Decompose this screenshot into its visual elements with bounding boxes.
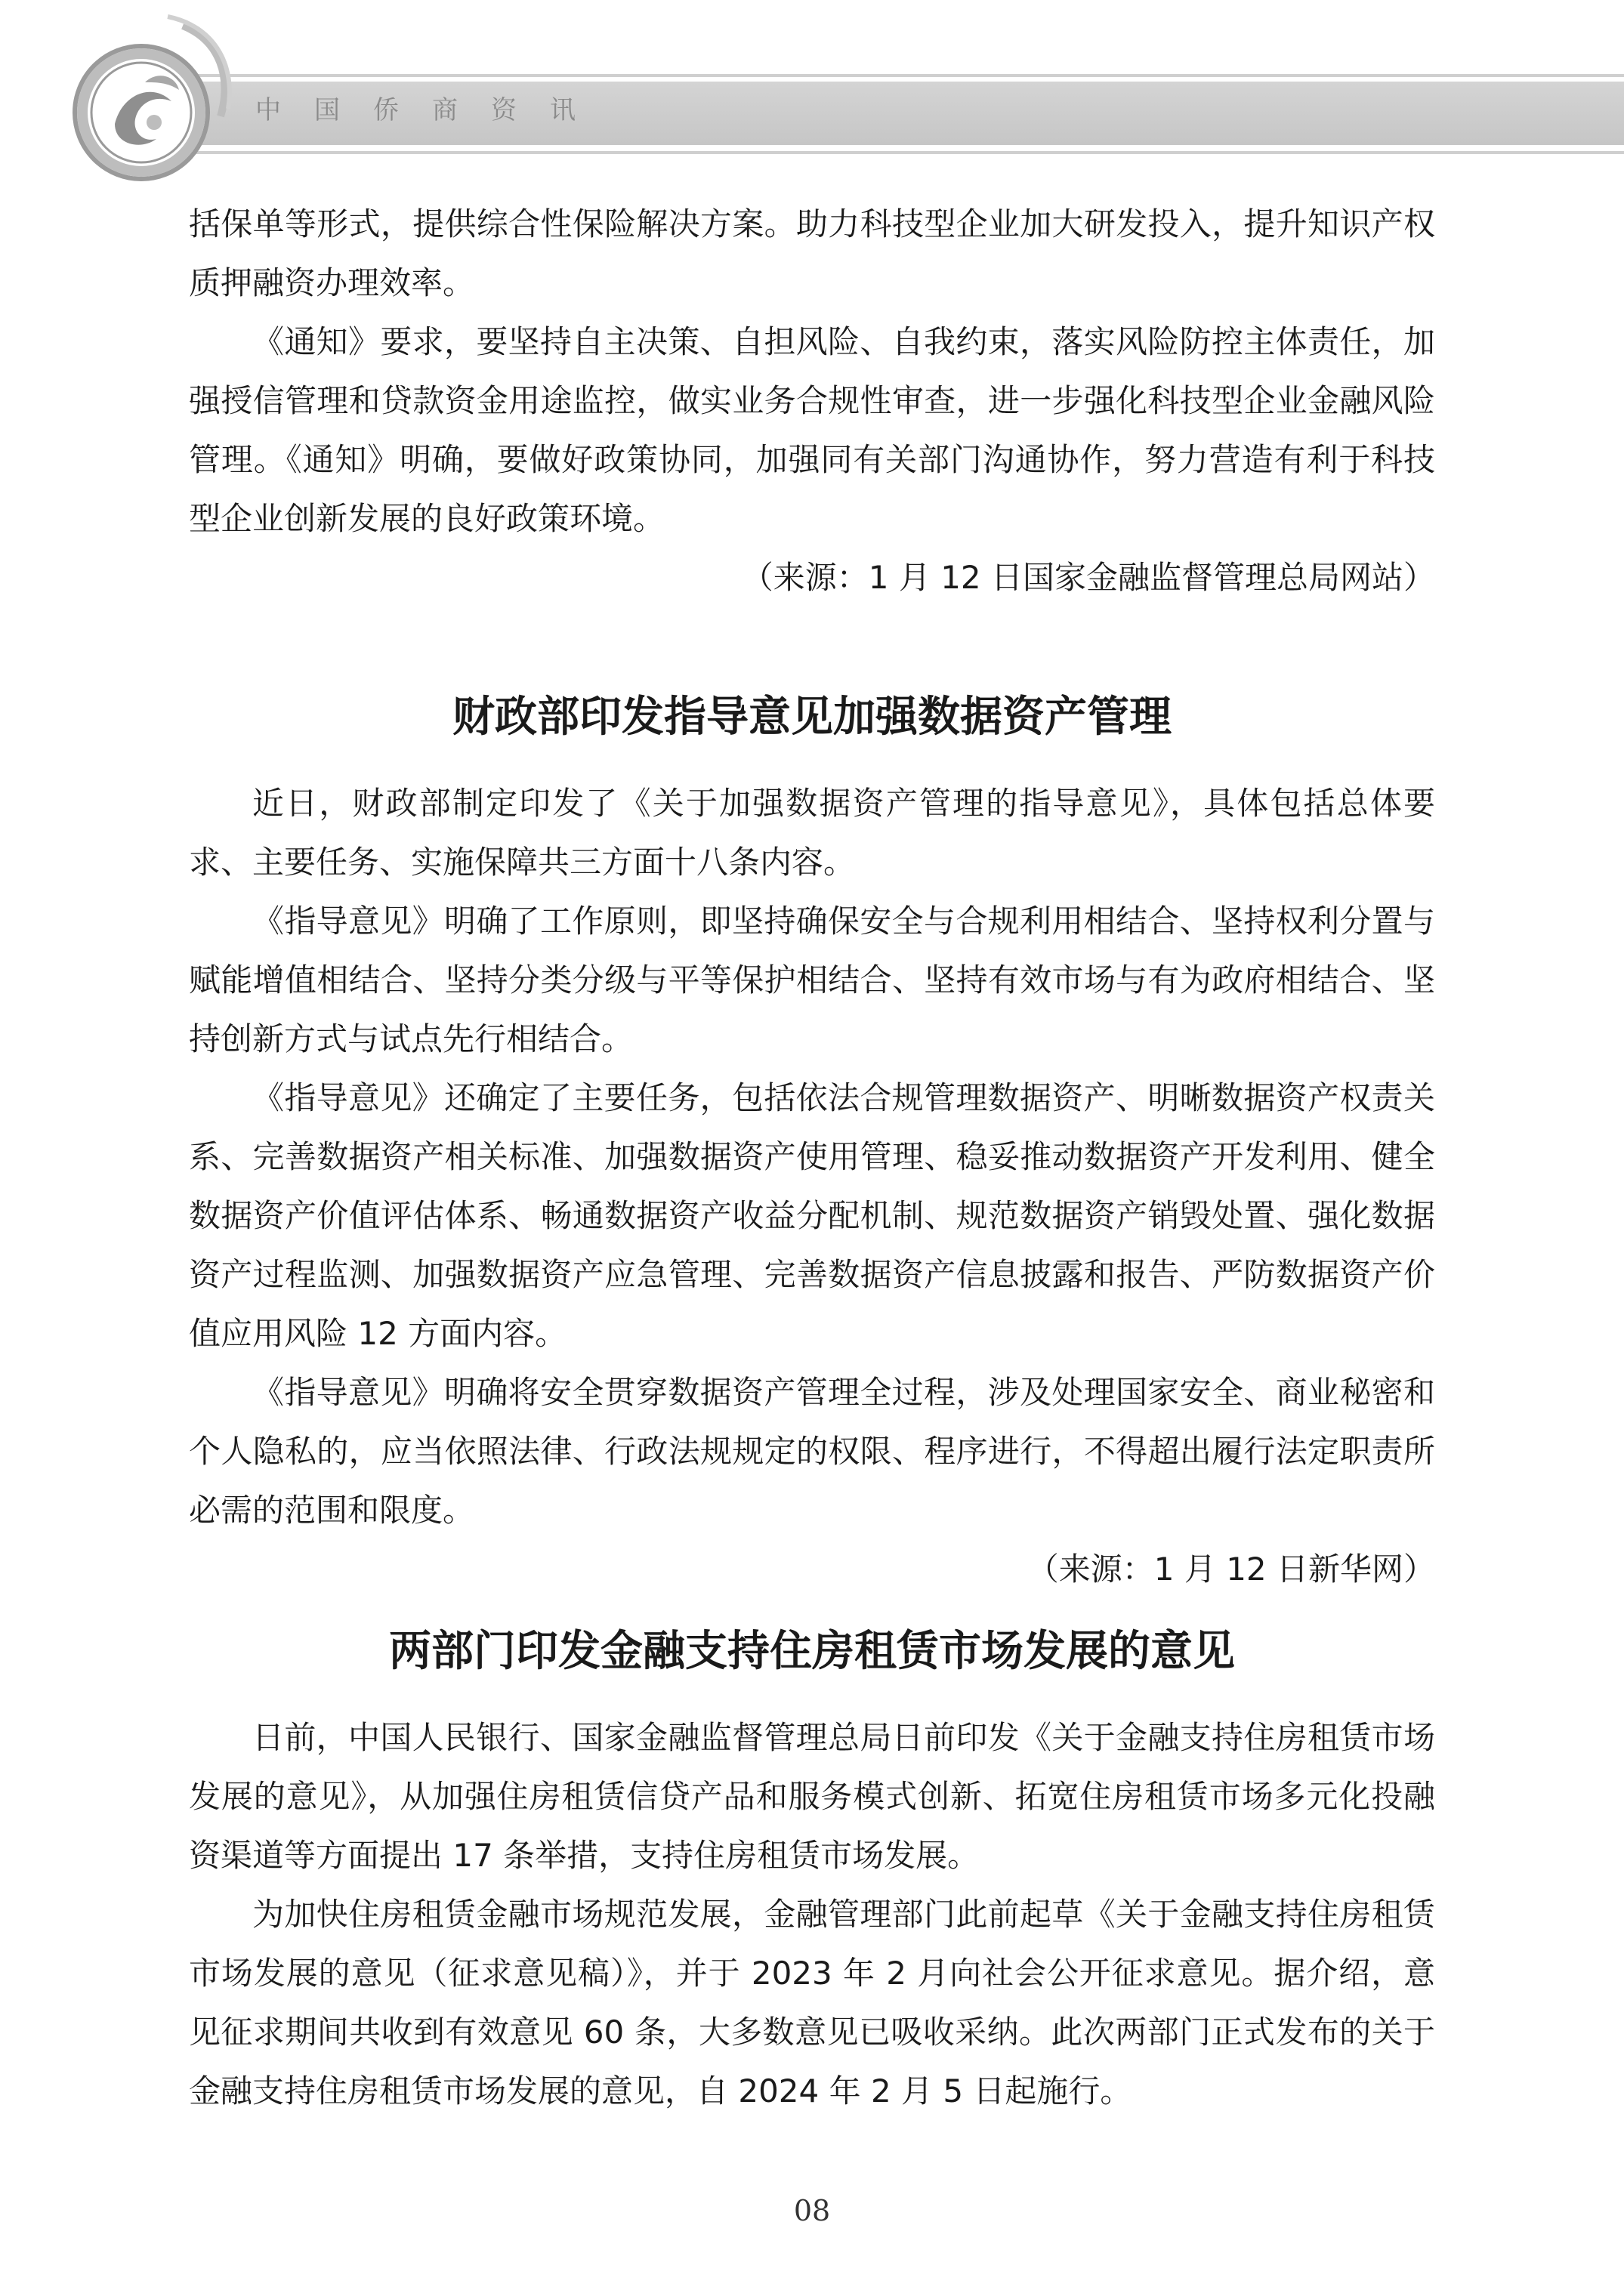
article-data-assets-body (189, 774, 1435, 1599)
article-title: 两部门印发金融支持住房租赁市场发展的意见 (389, 1627, 1235, 1676)
paragraph: 近日，财政部制定印发了《关于加强数据资产管理的指导意见》，具体包括总体要求、主要任务、实施保障共三方面十八条内容。 (189, 785, 1435, 881)
article-housing-rental-body (189, 1708, 1435, 2121)
article-housing-rental (189, 1618, 1435, 1678)
paragraph: 括保单等形式，提供综合性保险解决方案。助力科技型企业加大研发投入，提升知识产权质押融资办理效率。 (189, 205, 1435, 301)
section-continued (189, 195, 1435, 607)
article-title: 财政部印发指导意见加强数据资产管理 (452, 693, 1172, 742)
paragraph: 日前，中国人民银行、国家金融监督管理总局日前印发《关于金融支持住房租赁市场发展的意见》，从加强住房租赁信贷产品和服务模式创新、拓宽住房租赁市场多元化投融资渠道等方面提出 17 条举措，支持住房租赁市场发展。 (189, 1719, 1435, 1874)
paragraph: 为加快住房租赁金融市场规范发展，金融管理部门此前起草《关于金融支持住房租赁市场发展的意见（征求意见稿）》，并于 2023 年 2 月向社会公开征求意见。据介绍，意见征求期间共收到有效意见 60 条，大多数意见已吸收采纳。此次两部门正式发布的关于金融支持住房租赁市场发展的意见，自 2024 年 2 月 5 日起施行。 (189, 1896, 1435, 2109)
logo-emblem (69, 11, 236, 199)
source-line: （来源：1 月 12 日新华网） (1027, 1551, 1435, 1588)
header-title: 中国侨商资讯 (255, 95, 609, 125)
article-data-assets (189, 684, 1435, 744)
paragraph: 《指导意见》明确将安全贯穿数据资产管理全过程，涉及处理国家安全、商业秘密和个人隐私的，应当依照法律、行政法规规定的权限、程序进行，不得超出履行法定职责所必需的范围和限度。 (189, 1374, 1435, 1529)
paragraph: 《指导意见》还确定了主要任务，包括依法合规管理数据资产、明晰数据资产权责关系、完善数据资产相关标准、加强数据资产使用管理、稳妥推动数据资产开发利用、健全数据资产价值评估体系、畅通数据资产收益分配机制、规范数据资产销毁处置、强化数据资产过程监测、加强数据资产应急管理、完善数据资产信息披露和报告、严防数据资产价值应用风险 12 方面内容。 (189, 1079, 1435, 1352)
paragraph: 《通知》要求，要坚持自主决策、自担风险、自我约束，落实风险防控主体责任，加强授信管理和贷款资金用途监控，做实业务合规性审查，进一步强化科技型企业金融风险管理。《通知》明确，要做好政策协同，加强同有关部门沟通协作，努力营造有利于科技型企业创新发展的良好政策环境。 (189, 323, 1435, 537)
paragraph: 《指导意见》明确了工作原则，即坚持确保安全与合规利用相结合、坚持权利分置与赋能增值相结合、坚持分类分级与平等保护相结合、坚持有效市场与有为政府相结合、坚持创新方式与试点先行相结合。 (189, 903, 1435, 1057)
source-line: （来源：1 月 12 日国家金融监督管理总局网站） (741, 559, 1435, 596)
page-number: 08 (793, 2194, 831, 2227)
